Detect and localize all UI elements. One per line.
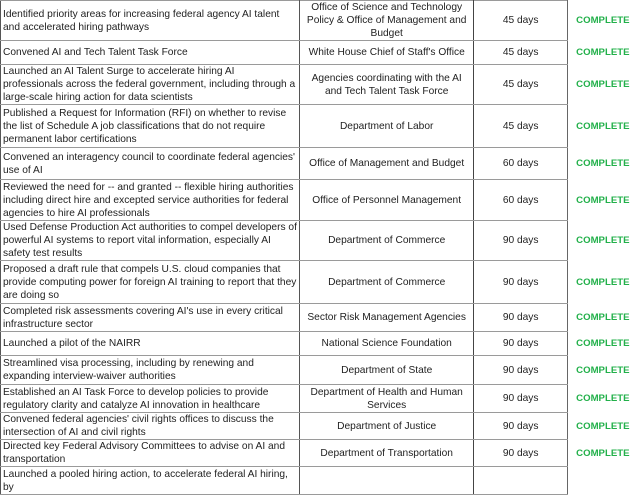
agency-cell: Office of Science and Technology Policy & Office of Management and Budget [300,1,474,41]
deadline-cell: 90 days [474,385,568,413]
deadline-cell: 45 days [474,1,568,41]
table-row [1,221,639,261]
action-cell: Launched a pilot of the NAIRR [1,332,300,356]
action-cell: Used Defense Production Act authorities to compel developers of powerful AI systems to report vital information, especially AI safety test results [1,221,300,261]
deadline-cell: 45 days [474,105,568,148]
status-badge: COMPLETE [576,447,630,459]
deadline-cell: 60 days [474,180,568,221]
agency-cell: Department of Commerce [300,221,474,261]
table-row [1,304,639,332]
deadline-cell: 90 days [474,304,568,332]
deadline-cell: 90 days [474,332,568,356]
table-row [1,332,639,356]
status-badge [568,467,639,495]
deadline-cell [474,467,568,495]
status-badge: COMPLETE [576,194,630,206]
status-badge: COMPLETE [576,47,630,58]
deadline-cell: 90 days [474,440,568,467]
agency-cell: Department of Transportation [300,440,474,467]
status-badge: COMPLETE [576,312,630,323]
table-row [1,356,639,385]
status-badge: COMPLETE [576,276,630,288]
table-row [1,261,639,304]
agency-cell: Department of Justice [300,413,474,440]
table-row [1,413,639,440]
deadline-cell: 90 days [474,261,568,304]
table-row [1,467,639,495]
agency-cell: Office of Personnel Management [300,180,474,221]
table-row [1,385,639,413]
agency-cell: Department of Commerce [300,261,474,304]
status-badge: COMPLETE [576,15,630,26]
action-cell: Identified priority areas for increasing federal agency AI talent and accelerated hiring pathways [1,1,300,41]
action-cell: Established an AI Task Force to develop policies to provide regulatory clarity and catalyze AI innovation in healthcare [1,385,300,413]
status-badge: COMPLETE [576,235,630,246]
table-row [1,440,639,467]
deadline-cell: 60 days [474,148,568,180]
deadline-cell: 45 days [474,41,568,65]
agency-cell: National Science Foundation [300,332,474,356]
action-cell: Reviewed the need for -- and granted -- flexible hiring authorities including direct hire and excepted service authorities for federal agencies to hire AI professionals [1,180,300,221]
table-row [1,148,639,180]
deadline-cell: 45 days [474,65,568,105]
action-cell: Published a Request for Information (RFI) on whether to revise the list of Schedule A job classifications that do not require permanent labor certifications [1,105,300,148]
agency-cell: Agencies coordinating with the AI and Tech Talent Task Force [300,65,474,105]
status-badge: COMPLETE [576,79,630,90]
table-row [1,1,639,41]
action-cell: Convened federal agencies' civil rights offices to discuss the intersection of AI and civil rights [1,413,300,440]
agency-cell: Office of Management and Budget [300,148,474,180]
deadline-cell: 90 days [474,413,568,440]
agency-cell: Sector Risk Management Agencies [300,304,474,332]
agency-cell: Department of Health and Human Services [300,385,474,413]
table-row [1,65,639,105]
agency-cell: White House Chief of Staff's Office [300,41,474,65]
status-badge: COMPLETE [576,338,630,349]
deadline-cell: 90 days [474,221,568,261]
action-cell: Convened an interagency council to coordinate federal agencies' use of AI [1,148,300,180]
action-cell: Streamlined visa processing, including by renewing and expanding interview-waiver authorities [1,356,300,385]
status-badge: COMPLETE [576,393,630,404]
action-cell: Proposed a draft rule that compels U.S. cloud companies that provide computing power for foreign AI training to report that they are doing so [1,261,300,304]
agency-cell: Department of State [300,356,474,385]
action-cell: Convened AI and Tech Talent Task Force [1,41,300,65]
agency-cell [300,467,474,495]
table-row [1,41,639,65]
table-row [1,105,639,148]
action-cell: Launched an AI Talent Surge to accelerate hiring AI professionals across the federal government, including through a large-scale hiring action for data scientists [1,65,300,105]
status-badge: COMPLETE [576,420,630,432]
action-cell: Completed risk assessments covering AI's use in every critical infrastructure sector [1,304,300,332]
status-badge: COMPLETE [576,120,630,132]
table-row [1,180,639,221]
status-badge: COMPLETE [576,364,630,376]
action-cell: Directed key Federal Advisory Committees to advise on AI and transportation [1,440,300,467]
agency-cell: Department of Labor [300,105,474,148]
action-cell: Launched a pooled hiring action, to accelerate federal AI hiring, by [1,467,300,495]
table-body [1,1,639,495]
status-badge: COMPLETE [576,158,630,169]
deadline-cell: 90 days [474,356,568,385]
